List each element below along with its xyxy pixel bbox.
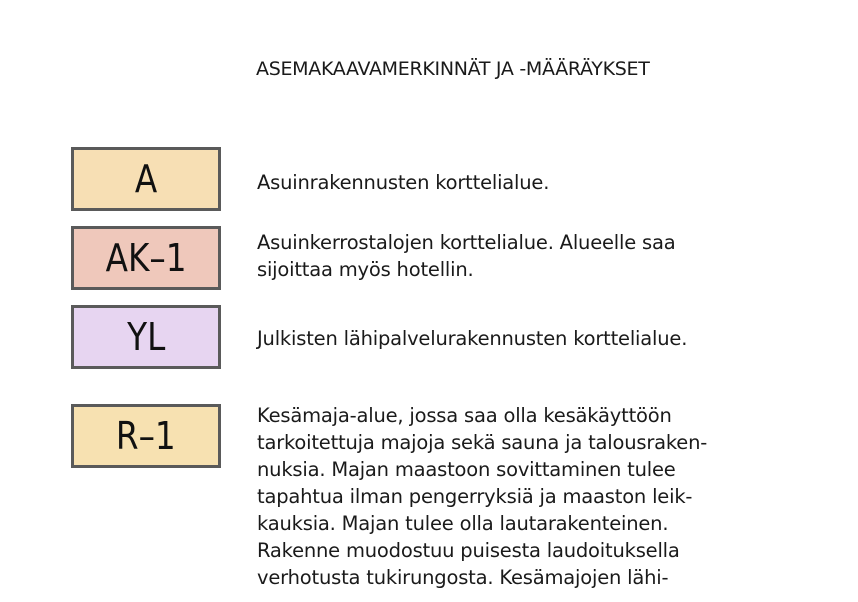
legend-description-a (257, 169, 777, 196)
legend-code-r-1: R–1 (116, 414, 176, 458)
legend-symbol-a (71, 147, 221, 211)
description-line: sijoittaa myös hotellin. (257, 258, 474, 281)
document-title: ASEMAKAAVAMERKINNÄT JA -MÄÄRÄYKSET (256, 58, 650, 80)
legend-description-ak-1 (257, 229, 777, 283)
description-line: Kesämaja-alue, jossa saa olla kesäkäyttöön (257, 404, 672, 427)
description-line: verhotusta tukirungosta. Kesämajojen lähi- (257, 566, 669, 589)
description-line: tapahtua ilman pengerryksiä ja maaston leik- (257, 485, 693, 508)
legend-description-r-1 (257, 402, 777, 591)
legend-symbol-yl (71, 305, 221, 369)
description-line: Asuinkerrostalojen korttelialue. Alueelle saa (257, 231, 676, 254)
legend-description-yl (257, 325, 777, 352)
description-line: Asuinrakennusten korttelialue. (257, 171, 550, 194)
description-line: Rakenne muodostuu puisesta laudoituksella (257, 539, 680, 562)
legend-symbol-ak-1 (71, 226, 221, 290)
description-line: Julkisten lähipalvelurakennusten korttelialue. (257, 327, 688, 350)
description-line: nuksia. Majan maastoon sovittaminen tulee (257, 458, 676, 481)
legend-code-yl: YL (126, 315, 166, 359)
description-line: tarkoitettuja majoja sekä sauna ja talousraken- (257, 431, 708, 454)
legend-code-a: A (134, 157, 158, 201)
legend-code-ak-1: AK–1 (105, 236, 187, 280)
description-line: kauksia. Majan tulee olla lautarakenteinen. (257, 512, 669, 535)
legend-symbol-r-1 (71, 404, 221, 468)
